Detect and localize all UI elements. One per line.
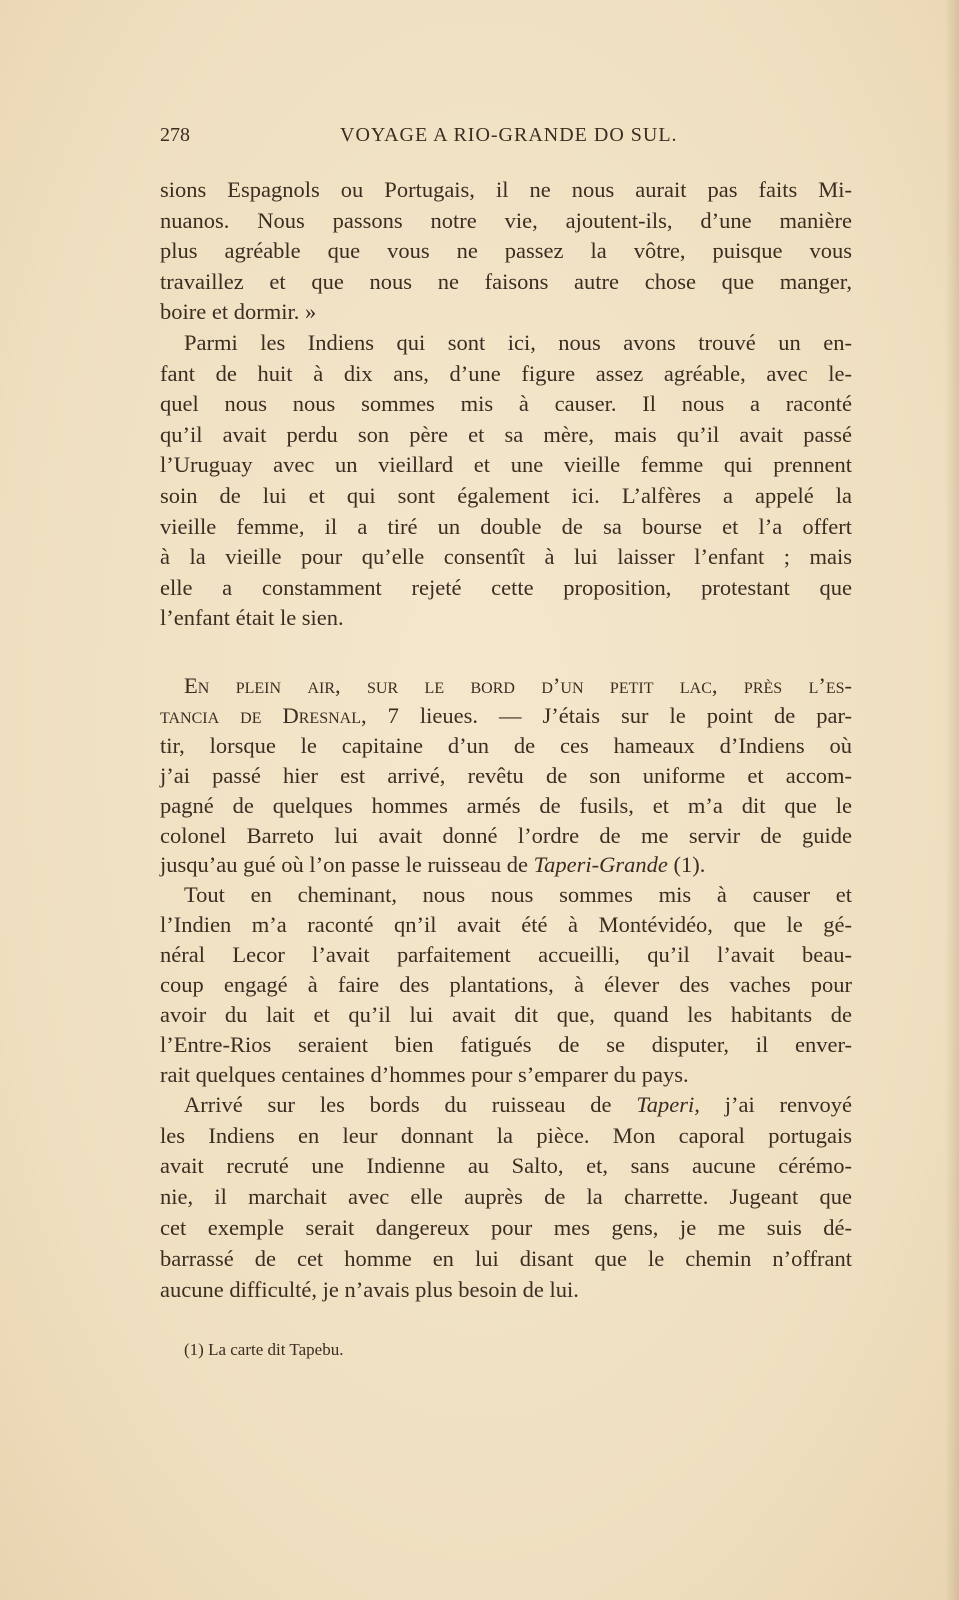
text-line xyxy=(160,360,852,388)
text-line xyxy=(184,881,852,909)
text-span: tir, lorsque le capitaine d’un de ces hameaux d’Indiens où xyxy=(160,732,852,758)
text-span: (1). xyxy=(667,852,706,878)
text-span: travaillez et que nous ne faisons autre chose que manger, xyxy=(160,268,852,294)
text-span: pagné de quelques hommes armés de fusils, et m’a dit que le xyxy=(160,792,852,818)
text-span: Parmi les Indiens qui sont ici, nous avons trouvé un en- xyxy=(184,330,852,355)
footnote: (1) La carte dit Tapebu. xyxy=(184,1340,344,1359)
page-number: 278 xyxy=(160,124,190,146)
text-span: fant de huit à dix ans, d’une figure assez agréable, avec le- xyxy=(160,360,852,386)
text-line xyxy=(160,1276,852,1304)
text-span: elle a constamment rejeté cette proposition, protestant que xyxy=(160,574,852,600)
text-span: j’ai passé hier est arrivé, revêtu de son uniforme et accom- xyxy=(160,762,852,788)
text-line xyxy=(160,1183,852,1211)
text-span: j’ai renvoyé xyxy=(699,1091,852,1117)
text-span: colonel Barreto lui avait donné l’ordre de me servir de guide xyxy=(160,822,852,848)
text-line xyxy=(160,1245,852,1273)
text-line xyxy=(160,792,852,820)
text-line xyxy=(160,1031,852,1059)
text-line xyxy=(160,822,852,850)
text-span: sions Espagnols ou Portugais, il ne nous aurait pas faits Mi- xyxy=(160,177,852,202)
text-line xyxy=(160,390,852,418)
text-line xyxy=(160,1214,852,1242)
text-line xyxy=(160,451,852,479)
text-line xyxy=(160,762,852,790)
text-span: En plein air, sur le bord d’un petit lac, près l’es- xyxy=(184,673,852,698)
text-span: boire et dormir. » xyxy=(160,299,317,325)
page-edge-shadow xyxy=(945,0,959,1600)
text-line xyxy=(184,329,852,357)
text-line xyxy=(160,851,852,879)
text-line xyxy=(160,941,852,969)
text-line xyxy=(160,1122,852,1150)
text-line xyxy=(160,971,852,999)
text-line xyxy=(160,513,852,541)
text-span: plus agréable que vous ne passez la vôtre, puisque vous xyxy=(160,238,852,264)
text-span: l’Indien m’a raconté qn’il avait été à Montévidéo, que le gé- xyxy=(160,912,852,938)
text-span: avoir du lait et qu’il lui avait dit que, quand les habitants de xyxy=(160,1001,852,1027)
text-span: cet exemple serait dangereux pour mes gens, je me suis dé- xyxy=(160,1215,852,1241)
text-span: aucune difficulté, je n’avais plus besoin de lui. xyxy=(160,1277,579,1302)
text-line xyxy=(160,1152,852,1180)
text-span: Taperi, xyxy=(636,1091,700,1117)
text-line xyxy=(160,421,852,449)
text-span: vieille femme, il a tiré un double de sa bourse et l’a offert xyxy=(160,513,852,539)
text-span: nie, il marchait avec elle auprès de la charrette. Jugeant que xyxy=(160,1184,852,1210)
text-span: avait recruté une Indienne au Salto, et, sans aucune cérémo- xyxy=(160,1153,852,1179)
text-line xyxy=(160,604,852,632)
text-span: l’Uruguay avec un vieillard et une vieille femme qui prennent xyxy=(160,452,852,478)
text-span: quel nous nous sommes mis à causer. Il nous a raconté xyxy=(160,391,852,417)
text-line xyxy=(160,482,852,510)
text-span: l’enfant était le sien. xyxy=(160,605,344,631)
text-line xyxy=(160,1061,852,1089)
text-line xyxy=(160,543,852,571)
running-header xyxy=(160,124,852,152)
text-span: Tout en cheminant, nous nous sommes mis à causer et xyxy=(184,882,852,908)
text-line xyxy=(160,207,852,235)
text-span: soin de lui et qui sont également ici. L’alfères a appelé la xyxy=(160,483,852,508)
text-span: coup engagé à faire des plantations, à élever des vaches pour xyxy=(160,972,852,997)
text-line xyxy=(184,672,852,700)
text-line xyxy=(160,911,852,939)
text-span: l’Entre-Rios seraient bien fatigués de se disputer, il enver- xyxy=(160,1031,852,1057)
text-span: barrassé de cet homme en lui disant que le chemin n’offrant xyxy=(160,1246,852,1272)
text-span: jusqu’au gué où l’on passe le ruisseau de xyxy=(160,852,534,878)
text-span: Taperi-Grande xyxy=(533,852,668,878)
text-span: qu’il avait perdu son père et sa mère, mais qu’il avait passé xyxy=(160,421,852,447)
text-span: 7 lieues. — J’étais sur le point de par- xyxy=(366,702,852,728)
text-line xyxy=(160,702,852,730)
text-line xyxy=(184,1091,852,1119)
text-span: Arrivé sur les bords du ruisseau de xyxy=(184,1091,637,1117)
text-line xyxy=(160,268,852,296)
text-line xyxy=(160,732,852,760)
text-span: nuanos. Nous passons notre vie, ajoutent-ils, d’une manière xyxy=(160,207,852,233)
text-line xyxy=(160,574,852,602)
running-title: VOYAGE A RIO-GRANDE DO SUL. xyxy=(340,124,678,146)
text-span: rait quelques centaines d’hommes pour s’emparer du pays. xyxy=(160,1061,689,1087)
text-line xyxy=(160,1001,852,1029)
text-span: les Indiens en leur donnant la pièce. Mon caporal portugais xyxy=(160,1122,852,1148)
text-span: à la vieille pour qu’elle consentît à lui laisser l’enfant ; mais xyxy=(160,544,852,570)
text-line xyxy=(160,176,852,204)
text-line xyxy=(160,298,852,326)
text-span: néral Lecor l’avait parfaitement accueilli, qu’il l’avait beau- xyxy=(160,942,852,968)
text-line xyxy=(160,237,852,265)
text-span: tancia de Dresnal, xyxy=(160,702,367,728)
